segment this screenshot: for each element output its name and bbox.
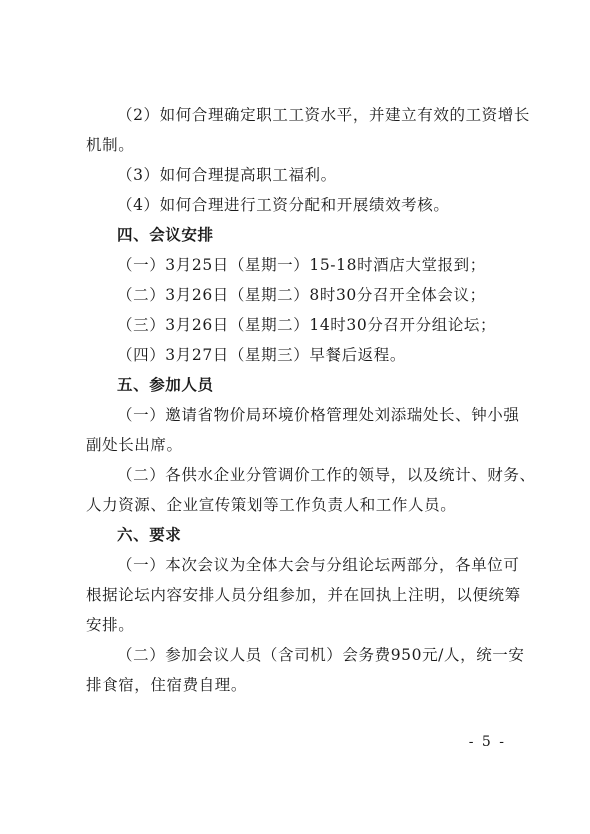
paragraph-line: （一）本次会议为全体大会与分组论坛两部分，各单位可 (117, 556, 520, 574)
section-heading: 六、要求 (117, 525, 182, 544)
section-heading: 四、会议安排 (117, 225, 214, 244)
paragraph-line: 人力资源、企业宣传策划等工作负责人和工作人员。 (86, 496, 457, 514)
paragraph-line: （一）3月25日（星期一）15-18时酒店大堂报到； (117, 256, 486, 274)
paragraph-line: （2）如何合理确定职工工资水平，并建立有效的工资增长 (117, 106, 530, 124)
paragraph-line: （三）3月26日（星期二）14时30分召开分组论坛； (117, 316, 497, 334)
paragraph-line: （二）各供水企业分管调价工作的领导，以及统计、财务、 (117, 466, 536, 484)
paragraph-line: 机制。 (86, 136, 135, 154)
paragraph-line: 副处长出席。 (86, 436, 183, 454)
paragraph-line: （一）邀请省物价局环境价格管理处刘添瑞处长、钟小强 (117, 406, 520, 424)
document-body (86, 100, 536, 700)
paragraph-line: （4）如何合理进行工资分配和开展绩效考核。 (117, 196, 450, 214)
section-heading: 五、参加人员 (117, 375, 214, 394)
paragraph-line: （二）参加会议人员（含司机）会务费950元/人，统一安 (117, 646, 525, 664)
paragraph-line: 排食宿，住宿费自理。 (86, 676, 248, 694)
paragraph-line: （3）如何合理提高职工福利。 (117, 166, 337, 184)
paragraph-line: 根据论坛内容安排人员分组参加，并在回执上注明，以便统筹 (86, 586, 521, 604)
paragraph-line: （二）3月26日（星期二）8时30分召开全体会议； (117, 286, 486, 304)
page-number: - 5 - (468, 734, 506, 750)
paragraph-line: 安排。 (86, 616, 135, 634)
paragraph-line: （四）3月27日（星期三）早餐后返程。 (117, 346, 406, 364)
